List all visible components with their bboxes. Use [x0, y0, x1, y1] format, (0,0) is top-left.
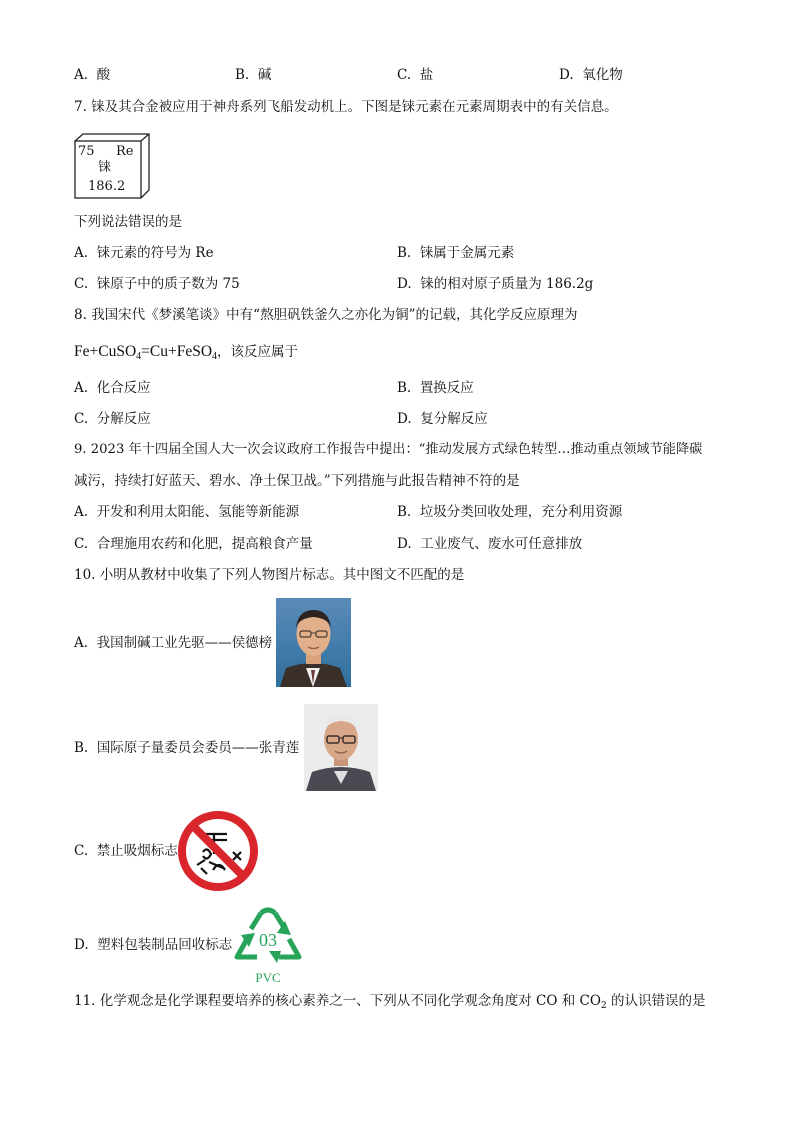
- element-name: 铼: [98, 160, 112, 175]
- q7-option-b: B. 铼属于金属元素: [397, 245, 515, 261]
- q11-stem: 11. 化学观念是化学课程要培养的核心素养之一、下列从不同化学观念角度对 CO 和 $CO_2$ 的认识错误的是: [74, 993, 706, 1011]
- q7-option-c: C. 铼原子中的质子数为 75: [74, 276, 240, 292]
- q10-option-b: B. 国际原子量委员会委员——张青莲: [74, 740, 300, 756]
- q6-option-b: B. 碱: [235, 67, 272, 83]
- q6-option-c: C. 盐: [397, 67, 434, 83]
- q8-option-c: C. 分解反应: [74, 411, 151, 427]
- q7-option-d: D. 铼的相对原子质量为 186.2g: [397, 276, 594, 292]
- q7-stem: 7. 铼及其合金被应用于神舟系列飞船发动机上。下图是铼元素在元素周期表中的有关信息。: [74, 99, 618, 115]
- q7-option-a: A. 铼元素的符号为 Re: [74, 245, 214, 261]
- portrait-hou-debang: [276, 598, 351, 687]
- element-atomic-mass: 186.2: [88, 179, 126, 194]
- q8-equation: Fe+CuSO$_4$=Cu+FeSO$_4$: [74, 343, 218, 362]
- portrait-zhang-qinglian: [304, 704, 378, 791]
- q8-equation-line: Fe+CuSO$_4$=Cu+FeSO$_4$，该反应属于: [74, 343, 299, 362]
- q10-stem: 10. 小明从教材中收集了下列人物图片标志。其中图文不匹配的是: [74, 567, 465, 583]
- q8-stem: 8. 我国宋代《梦溪笔谈》中有“熬胆矾铁釜久之亦化为铜”的记载，其化学反应原理为: [74, 307, 578, 323]
- q7-question: 下列说法错误的是: [74, 214, 182, 230]
- q10-option-a: A. 我国制碱工业先驱——侯德榜: [74, 635, 273, 651]
- q10-option-d: D. 塑料包装制品回收标志: [74, 937, 233, 953]
- element-atomic-number: 75: [78, 144, 95, 159]
- recycle-pvc-symbol: [233, 903, 303, 989]
- recycle-code: 03: [259, 930, 277, 950]
- q9-stem-line1: 9. 2023 年十四届全国人大一次会议政府工作报告中提出：“推动发展方式绿色转型…推动重点领域节能降碳: [74, 442, 703, 457]
- q6-option-d: D. 氧化物: [559, 67, 623, 83]
- element-symbol: Re: [116, 144, 134, 159]
- recycle-label: PVC: [255, 970, 281, 985]
- q6-option-a: A. 酸: [74, 67, 111, 83]
- q10-option-c: C. 禁止吸烟标志: [74, 843, 178, 859]
- q9-option-c: C. 合理施用农药和化肥，提高粮食产量: [74, 536, 313, 552]
- q9-option-b: B. 垃圾分类回收处理，充分利用资源: [397, 504, 623, 520]
- no-smoking-sign: [177, 810, 259, 892]
- q9-stem-line2: 减污，持续打好蓝天、碧水、净土保卫战。”下列措施与此报告精神不符的是: [74, 473, 520, 489]
- q8-option-d: D. 复分解反应: [397, 411, 488, 427]
- q9-option-a: A. 开发和利用太阳能、氢能等新能源: [74, 504, 300, 520]
- q9-option-d: D. 工业废气、废水可任意排放: [397, 536, 583, 552]
- element-card-rhenium: [74, 133, 150, 199]
- q8-option-b: B. 置换反应: [397, 380, 474, 396]
- q8-option-a: A. 化合反应: [74, 380, 151, 396]
